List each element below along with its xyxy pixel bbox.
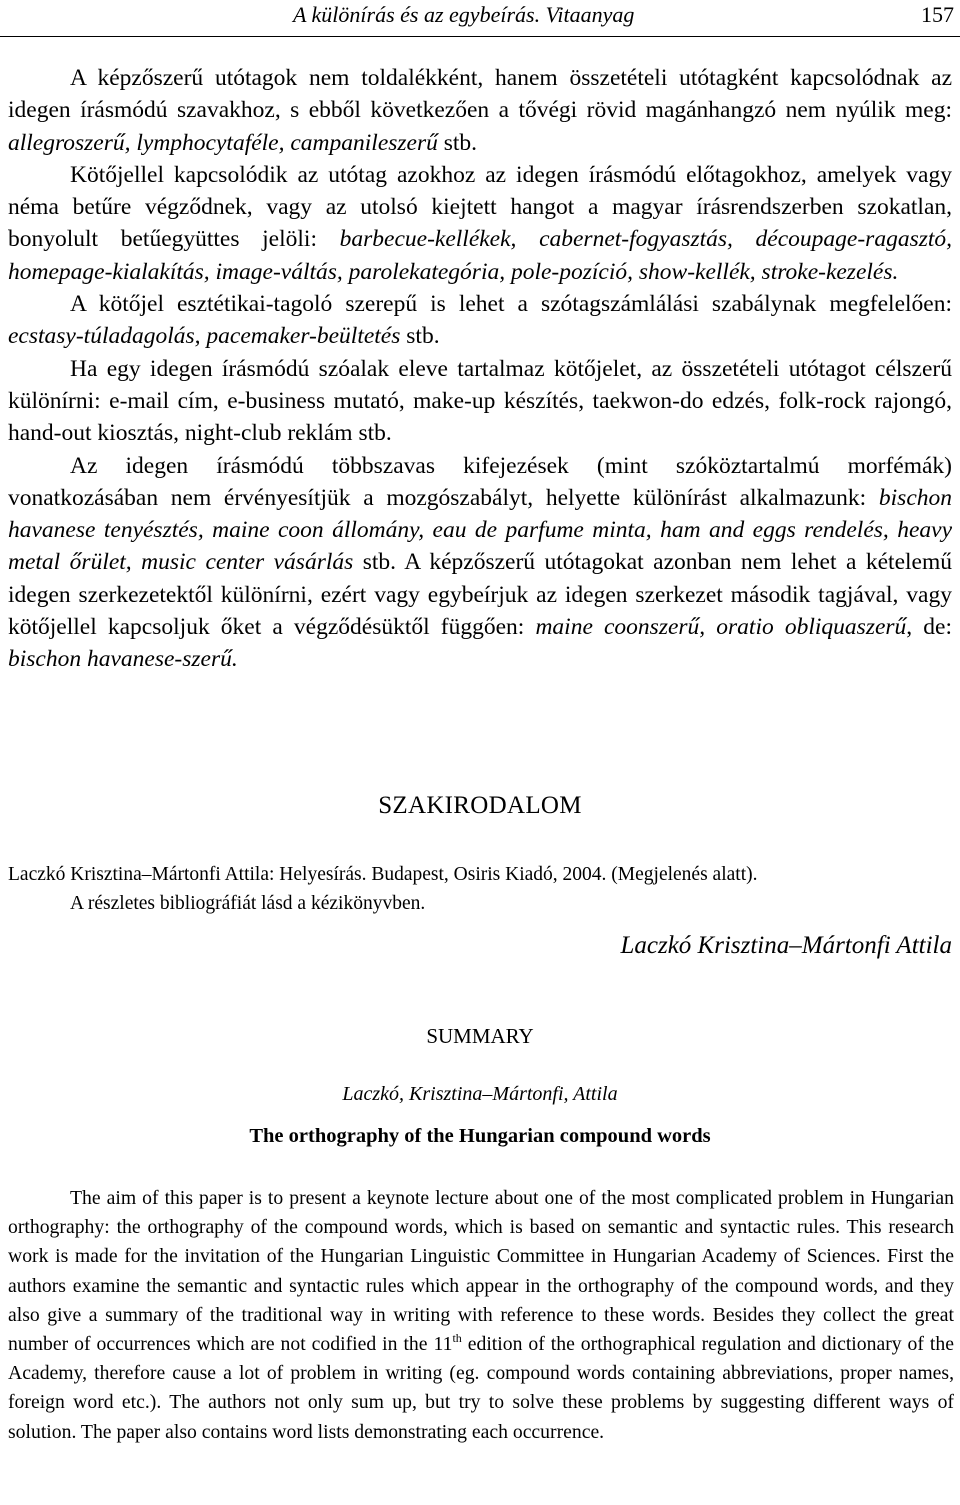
p3-text: A kötőjel esztétikai-tagoló szerepű is lehet a szótagszámlálási szabálynak megfelelően: [70, 291, 952, 318]
paragraph-5 [8, 450, 952, 676]
reference-entry [8, 860, 958, 918]
p5-examples-1: bischon havanese tenyésztés, maine coon állomány, eau de parfume minta, ham and eggs rendelés, heavy metal őrület, music center vásárlás [8, 484, 952, 576]
p1-text: A képzőszerű utótagok nem toldalékként, hanem összetételi utótagként kapcsolódnak az idegen írásmódú szavakhoz, s ebből következően a tővégi rövid magánhangzó nem nyúlik meg: [8, 65, 952, 124]
paragraph-4 [8, 353, 952, 450]
paragraph-2 [8, 159, 952, 288]
p5-text-3: , de: [906, 614, 952, 641]
summary-abstract [8, 1184, 954, 1447]
p5-text: Az idegen írásmódú többszavas kifejezések (mint szóköztartalmú morfémák) vonatkozásában nem érvényesítjük a mozgószabályt, helyette különírást alkalmazunk: [8, 452, 952, 511]
summary-authors: Laczkó, Krisztina–Mártonfi, Attila [342, 1083, 618, 1105]
abstract-text-2: edition of the orthographical regulation and dictionary of the Academy, therefore cause a lot of problem in writing (eg. compound words containing abbreviations, proper names, foreign word etc.). The authors not only sum up, but try to solve these problems by suggesting different ways of solution. The paper also contains word lists demonstrating each occurrence. [8, 1333, 954, 1443]
p2-examples: barbecue-kellékek, cabernet-fogyasztás, découpage-ragasztó, homepage-kialakítás, image-váltás, parolekategória, pole-pozíció, show-kellék, stroke-kezelés. [8, 226, 953, 285]
summary-heading: SUMMARY [426, 1024, 534, 1048]
ordinal-superscript: th [452, 1331, 462, 1346]
reference-line-1: Laczkó Krisztina–Mártonfi Attila: Helyesírás. Budapest, Osiris Kiadó, 2004. (Megjelenés alatt). [8, 864, 758, 885]
author-signature: Laczkó Krisztina–Mártonfi Attila [620, 932, 952, 959]
paragraph-3 [8, 288, 952, 353]
reference-line-2: A részletes bibliográfiát lásd a kézikönyvben. [70, 893, 426, 914]
paragraph-1 [8, 62, 952, 159]
p5-text-2: stb. A képzőszerű utótagokat azonban nem lehet a kételemű idegen szerkezetektől különírni, ezért vagy egybeírjuk az idegen szerkezet második tagjával, vagy kötőjellel kapcsoljuk őket a végződésüktől függően: [8, 549, 952, 641]
p5-examples-3: bischon havanese-szerű. [8, 646, 238, 673]
running-header [0, 0, 960, 37]
p5-examples-2: maine coonszerű, oratio obliquaszerű [535, 614, 907, 641]
references-heading: SZAKIRODALOM [378, 792, 582, 819]
running-title: A különírás és az egybeírás. Vitaanyag [293, 2, 635, 27]
abstract-text-1: The aim of this paper is to present a keynote lecture about one of the most complicated problem in Hungarian orthography: the orthography of the compound words, which is based on semantic and syntactic rules. This research work is made for the invitation of the Hungarian Linguistic Committee in Hungarian Academy of Sciences. First the authors examine the semantic and syntactic rules which appear in the orthography of the compound words, and they also give a summary of the traditional way in writing with reference to these words. Besides they collect the great number of occurrences which are not codified in the 11 [8, 1187, 954, 1356]
abstract-paragraph [8, 1184, 954, 1447]
summary-title: The orthography of the Hungarian compound words [249, 1125, 711, 1147]
p2-text: Kötőjellel kapcsolódik az utótag azokhoz az idegen írásmódú előtagokhoz, amelyek vagy néma betűre végződnek, vagy az utolsó kiejtett hangot a magyar írásrendszerben szokatlan, bonyolult betűegyüttes jelöli: [8, 161, 952, 253]
p3-examples: ecstasy-túladagolás, pacemaker-beültetés [8, 323, 401, 350]
p1-examples: allegroszerű, lymphocytaféle, campanileszerű [8, 129, 438, 156]
main-text [8, 62, 952, 676]
p1-tail: stb. [437, 129, 478, 156]
p4-text: Ha egy idegen írásmódú szóalak eleve tartalmaz kötőjelet, az összetételi utótagot célszerű különírni: e-mail cím, e-business mutató, make-up készítés, taekwon-do edzés, folk-rock rajongó, hand-out kiosztás, night-club reklám stb. [8, 355, 952, 447]
p3-tail: stb. [400, 323, 440, 350]
page-number: 157 [921, 2, 954, 27]
